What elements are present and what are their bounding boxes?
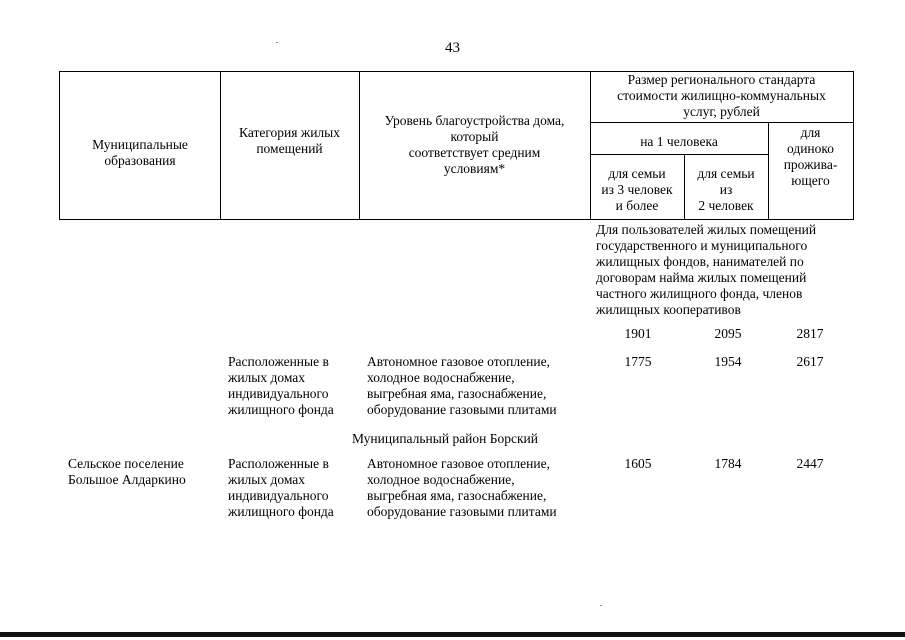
section-title: Муниципальный район Борский [352, 431, 539, 446]
row1-family2: 1954 [714, 354, 742, 369]
header-category: Категория жилых помещений [239, 125, 340, 156]
header-amenity: Уровень благоустройства дома, который соответствует средним условиям* [384, 113, 565, 176]
row1-single: 2617 [796, 354, 824, 369]
header-municipality: Муниципальные образования [92, 137, 188, 168]
row2-family2: 1784 [714, 456, 742, 471]
header-standard: Размер регионального стандарта стоимости жилищно-коммунальных услуг, рублей [617, 72, 826, 119]
row1-family3: 1775 [624, 354, 652, 369]
row1-amenity: Автономное газовое отопление, холодное водоснабжение, выгребная яма, газоснабжение, оборудование газовыми плитами [367, 354, 557, 417]
row-divider [590, 122, 853, 123]
scan-speck [600, 605, 602, 606]
row2-category: Расположенные в жилых домах индивидуального жилищного фонда [228, 456, 334, 519]
page-number: 43 [445, 40, 460, 56]
row2-amenity: Автономное газовое отопление, холодное водоснабжение, выгребная яма, газоснабжение, оборудование газовыми плитами [367, 456, 557, 519]
row-divider [590, 154, 768, 155]
header-family3: для семьи из 3 человек и более [601, 166, 673, 213]
note-value-family2: 2095 [714, 326, 742, 341]
row2-family3: 1605 [624, 456, 652, 471]
scan-edge-bar [0, 632, 905, 637]
header-single: для одиноко прожива- ющего [783, 125, 838, 188]
scan-speck [276, 42, 278, 43]
header-per-person: на 1 человека [640, 134, 718, 149]
users-note: Для пользователей жилых помещений государственного и муниципального жилищных фондов, нанимателей по договорам найма жилых помещений частного жилищного фонда, членов жилищных кооперативов [596, 222, 817, 317]
row2-municipality: Сельское поселение Большое Алдаркино [68, 456, 186, 487]
row1-category: Расположенные в жилых домах индивидуального жилищного фонда [228, 354, 334, 417]
note-value-family3: 1901 [624, 326, 652, 341]
row2-single: 2447 [796, 456, 824, 471]
header-family2: для семьи из 2 человек [697, 166, 755, 213]
note-value-single: 2817 [796, 326, 824, 341]
